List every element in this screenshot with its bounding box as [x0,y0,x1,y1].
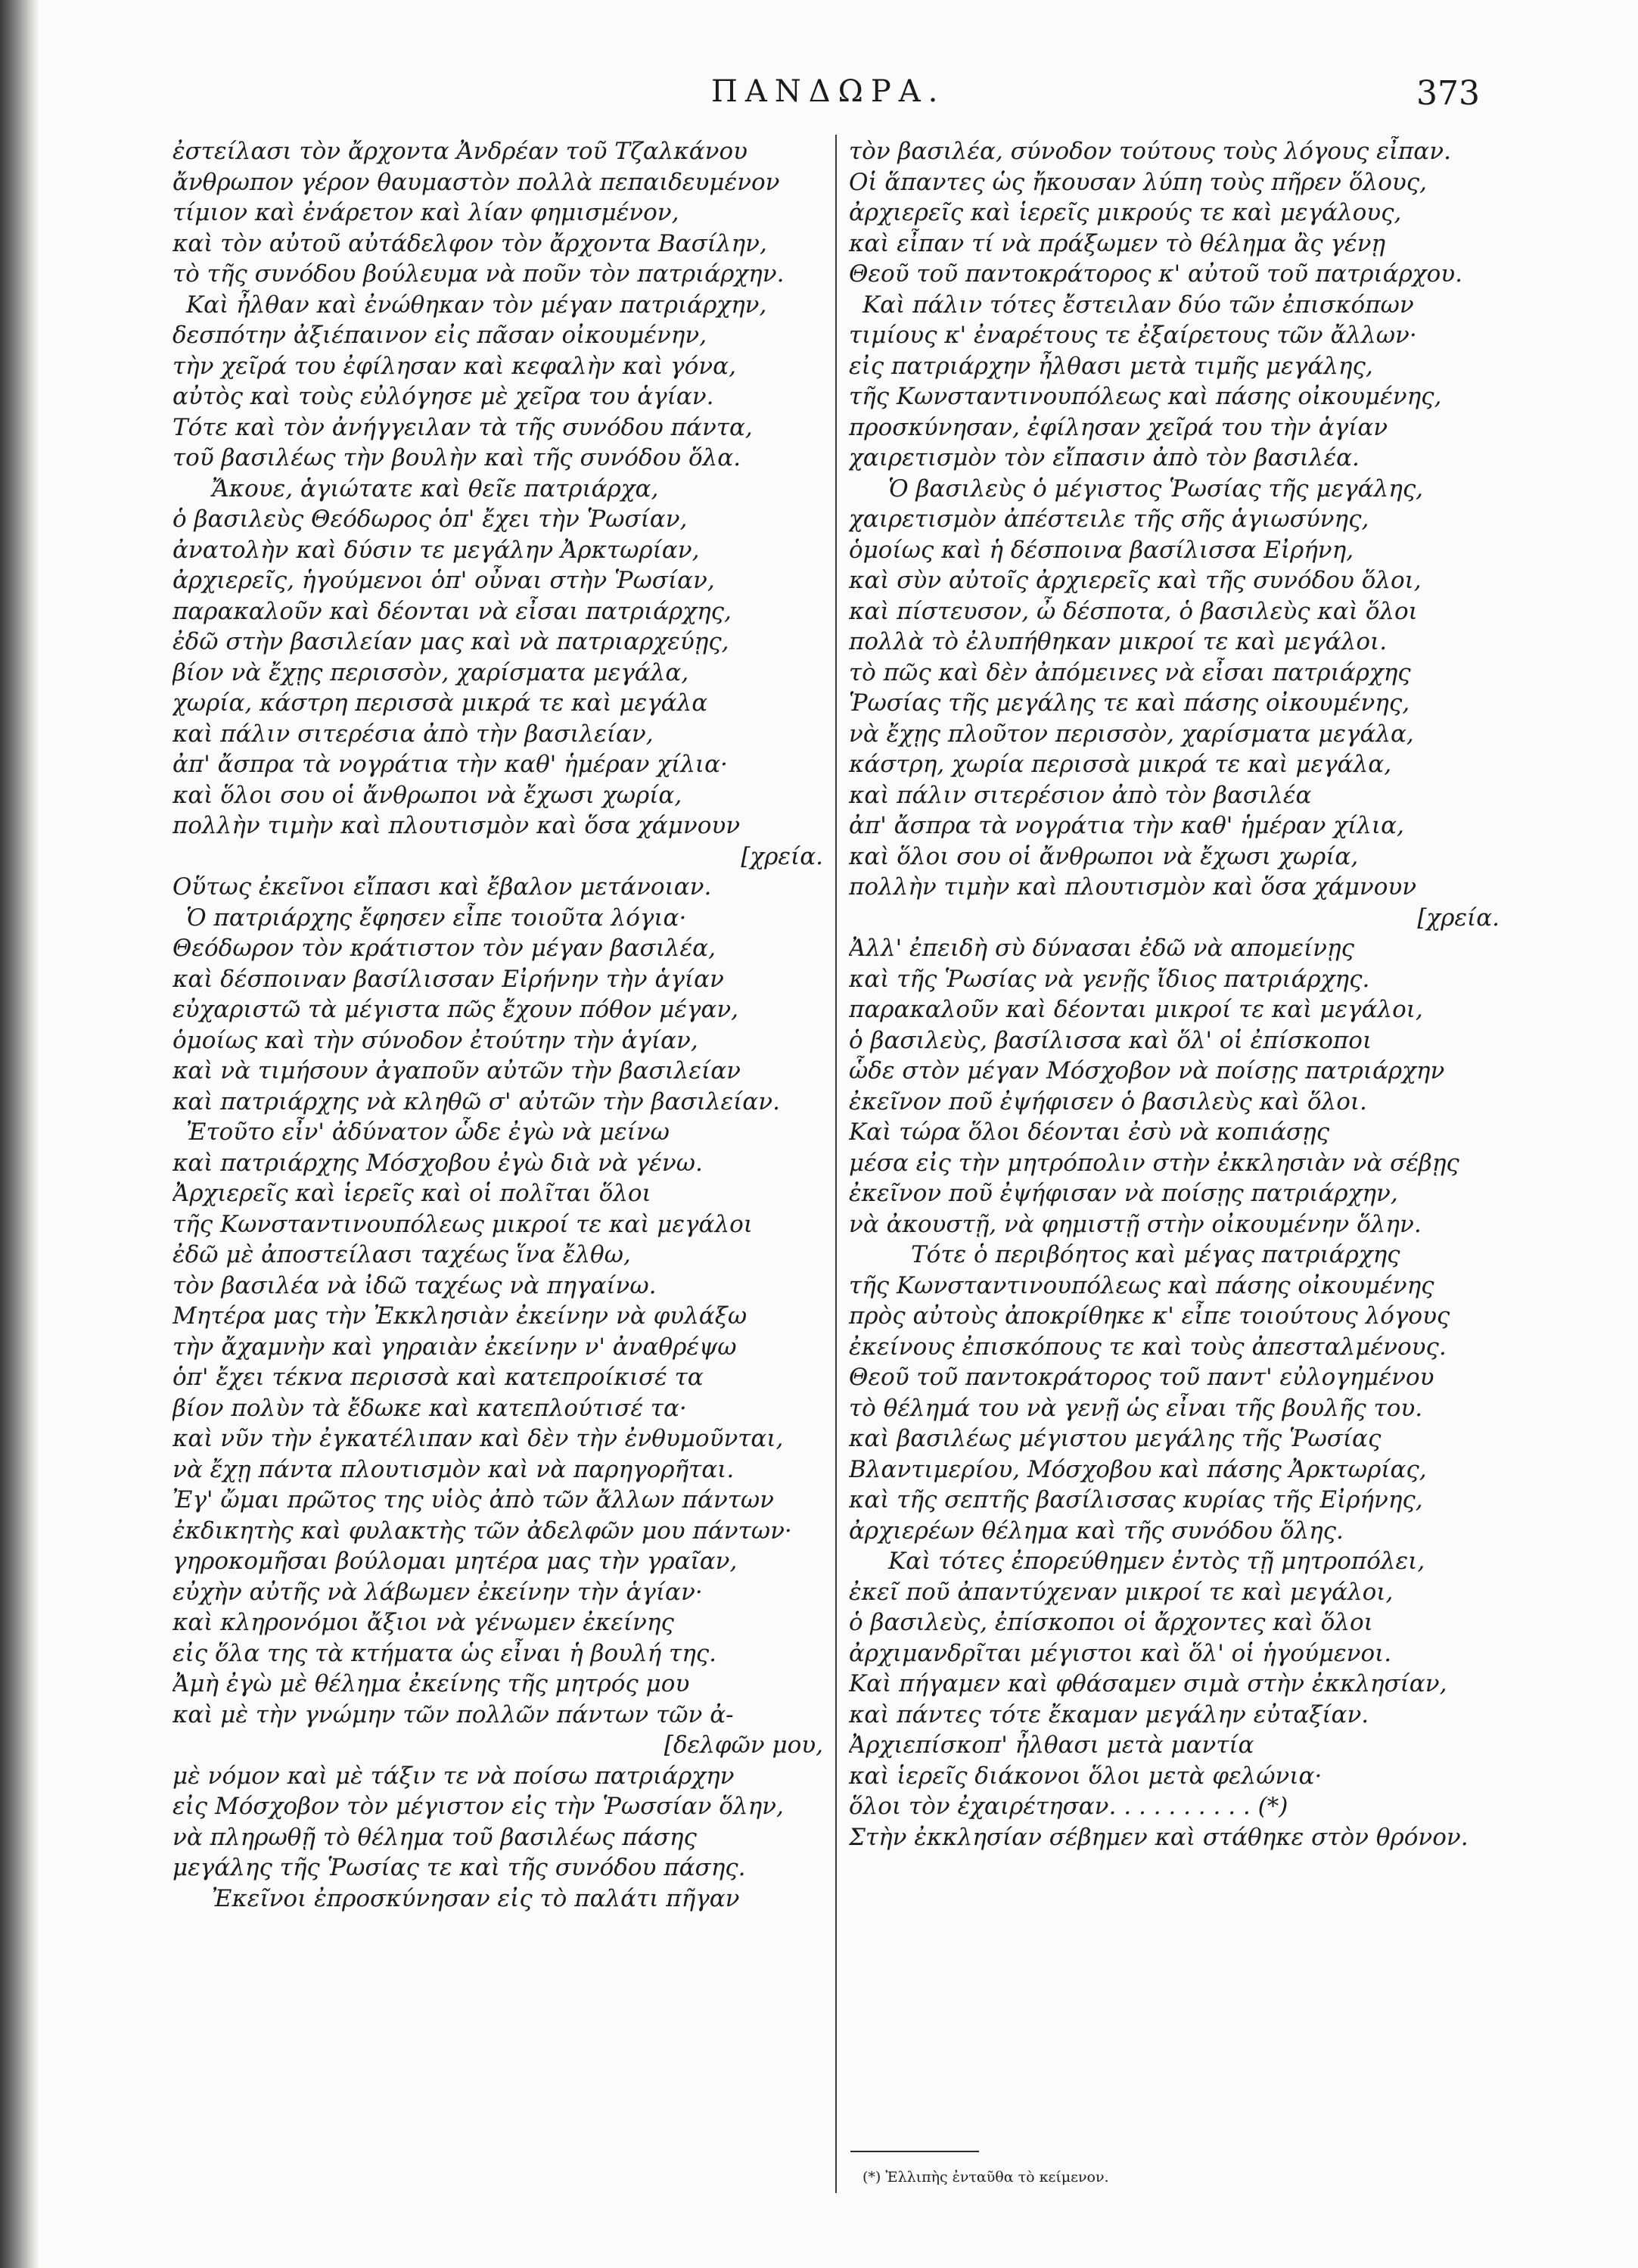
text-line: Ἐτοῦτο εἶν' ἀδύνατον ὧδε ἐγὼ νὰ μείνω [186,1118,670,1146]
text-line: ὅλοι τὸν ἐχαιρέτησαν. . . . . . . . . . (*) [849,1793,1288,1820]
text-line: ὁπ' ἔχει τέκνα περισσὰ καὶ κατεπροίκισέ τα [173,1364,704,1391]
text-line: ὧδε στὸν μέγαν Μόσχοβον νὰ ποίσῃς πατριάρχην [849,1057,1445,1084]
text-line: εἰς Μόσχοβον τὸν μέγιστον εἰς τὴν Ῥωσσίαν ὅλην, [173,1793,784,1820]
text-line: μεγάλης τῆς Ῥωσίας τε καὶ τῆς συνόδου πάσης. [173,1854,746,1881]
text-line: τοῦ βασιλέως τὴν βουλὴν καὶ τῆς συνόδου ὅλα. [173,444,741,471]
text-line: καὶ νῦν τὴν ἐγκατέλιπαν καὶ δὲν τὴν ἐνθυμοῦνται, [173,1425,784,1452]
text-line: μέσα εἰς τὴν μητρόπολιν στὴν ἐκκλησιὰν νὰ σέβῃς [849,1149,1459,1177]
text-line: ἀρχιερεῖς καὶ ἱερεῖς μικρούς τε καὶ μεγάλους, [849,199,1402,226]
text-line: τὴν χεῖρά του ἐφίλησαν καὶ κεφαλὴν καὶ γόνα, [173,352,736,380]
footnote: (*) Ἐλλιπὴς ἐνταῦθα τὸ κείμενον. [863,2169,1109,2186]
text-line: ἐδῶ μὲ ἀποστείλασι ταχέως ἵνα ἔλθω, [173,1241,631,1268]
text-line: Τότε ὁ περιβόητος καὶ μέγας πατριάρχης [911,1241,1400,1268]
text-line: ἀπ' ἄσπρα τὰ νογράτια τὴν καθ' ἡμέραν χίλια, [849,812,1404,839]
footnote-rule [850,2151,979,2152]
text-line: Καὶ τότες ἐπορεύθημεν ἐντὸς τῇ μητροπόλει, [888,1548,1425,1575]
text-line: πολλὰ τὸ ἐλυπήθηκαν μικροί τε καὶ μεγάλοι. [849,628,1388,655]
text-line: εὐχὴν αὐτῆς νὰ λάβωμεν ἐκείνην τὴν ἁγίαν· [173,1578,703,1606]
text-line: Καὶ τώρα ὅλοι δέονται ἐσὺ νὰ κοπιάσῃς [849,1118,1330,1146]
text-line: [χρεία. [1417,904,1500,932]
text-line: καὶ πάλιν σιτερέσιον ἀπὸ τὸν βασιλέα [849,781,1312,809]
text-line: Ἀμὴ ἐγὼ μὲ θέλημα ἐκείνης τῆς μητρός μου [173,1670,690,1697]
text-line: [δελφῶν μου, [664,1731,823,1759]
text-line: εὐχαριστῶ τὰ μέγιστα πῶς ἔχουν πόθον μέγαν, [173,996,739,1023]
text-line: Τότε καὶ τὸν ἀνήγγειλαν τὰ τῆς συνόδου πάντα, [173,413,753,441]
text-line: τὸν βασιλέα νὰ ἰδῶ ταχέως νὰ πηγαίνω. [173,1271,657,1299]
text-line: ἀρχιμανδρῖται μέγιστοι καὶ ὅλ' οἱ ἡγούμενοι. [849,1639,1392,1667]
text-line: Ἄκουε, ἁγιώτατε καὶ θεῖε πατριάρχα, [212,474,659,502]
text-line: μὲ νόμον καὶ μὲ τάξιν τε νὰ ποίσω πατριάρχην [173,1762,735,1790]
text-line: καὶ πάντες τότε ἔκαμαν μεγάλην εὐταξίαν. [849,1700,1369,1728]
text-line: νὰ ἔχῃ πάντα πλουτισμὸν καὶ νὰ παρηγορῆται. [173,1455,735,1483]
text-line: καὶ τὸν αὐτοῦ αὐτάδελφον τὸν ἄρχοντα Βασίλην, [173,229,767,257]
text-line: καὶ κληρονόμοι ἄξιοι νὰ γένωμεν ἐκείνης [173,1609,674,1636]
text-line: Ὁ πατριάρχης ἔφησεν εἶπε τοιοῦτα λόγια· [186,904,687,932]
text-line: τὸ τῆς συνόδου βούλευμα νὰ ποῦν τὸν πατριάρχην. [173,260,785,288]
text-line: αὐτὸς καὶ τοὺς εὐλόγησε μὲ χεῖρα του ἁγίαν. [173,383,714,410]
text-line: καὶ μὲ τὴν γνώμην τῶν πολλῶν πάντων τῶν ἀ- [173,1700,734,1728]
text-line: Ἀρχιερεῖς καὶ ἱερεῖς καὶ οἱ πολῖται ὅλοι [173,1180,651,1207]
text-line: πολλὴν τιμὴν καὶ πλουτισμὸν καὶ ὅσα χάμνουν [849,873,1417,901]
text-line: ἐκεῖνον ποῦ ἐψήφισαν νὰ ποίσῃς πατριάρχην, [849,1180,1398,1207]
running-title: ΠΑΝΔΩΡΑ. [711,74,946,109]
binding-shadow [0,0,39,2268]
text-line: καὶ πατριάρχης νὰ κληθῶ σ' αὐτῶν τὴν βασιλείαν. [173,1087,780,1115]
text-line: εἰς ὅλα της τὰ κτήματα ὡς εἶναι ἡ βουλή της. [173,1639,716,1667]
text-line: Ἀρχιεπίσκοπ' ἦλθασι μετὰ μαντία [849,1731,1254,1759]
text-line: ὁ βασιλεὺς Θεόδωρος ὁπ' ἔχει τὴν Ῥωσίαν, [173,506,688,533]
text-line: ὁ βασιλεὺς, βασίλισσα καὶ ὅλ' οἱ ἐπίσκοποι [849,1026,1372,1054]
text-line: παρακαλοῦν καὶ δέονται νὰ εἶσαι πατριάρχης, [173,597,732,625]
text-line: καὶ νὰ τιμήσουν ἀγαποῦν αὐτῶν τὴν βασιλείαν [173,1057,741,1084]
text-line: ὁμοίως καὶ ἡ δέσποινα βασίλισσα Εἰρήνη, [849,536,1354,564]
text-line: τὸν βασιλέα, σύνοδον τούτους τοὺς λόγους εἶπαν. [849,138,1451,165]
text-line: καὶ ἱερεῖς διάκονοι ὅλοι μετὰ φελώνια· [849,1762,1323,1790]
text-line: ἄνθρωπον γέρον θαυμαστὸν πολλὰ πεπαιδευμένον [173,168,780,196]
page-number: 373 [1416,74,1480,113]
text-line: τῆς Κωνσταντινουπόλεως καὶ πάσης οἰκουμένης, [849,383,1442,410]
text-line: πρὸς αὐτοὺς ἀποκρίθηκε κ' εἶπε τοιούτους λόγους [849,1302,1450,1330]
text-line: Ὁ βασιλεὺς ὁ μέγιστος Ῥωσίας τῆς μεγάλης, [888,474,1424,502]
text-line: Καὶ πήγαμεν καὶ φθάσαμεν σιμὰ στὴν ἐκκλησίαν, [849,1670,1447,1697]
text-line: Μητέρα μας τὴν Ἐκκλησιὰν ἐκείνην νὰ φυλάξω [173,1302,748,1330]
text-line: Ἐγ' ὤμαι πρῶτος της υἱὸς ἀπὸ τῶν ἄλλων πάντων [173,1486,775,1514]
text-line: ὁ βασιλεὺς, ἐπίσκοποι οἱ ἄρχοντες καὶ ὅλοι [849,1609,1373,1636]
text-line: προσκύνησαν, ἐφίλησαν χεῖρά του τὴν ἁγίαν [849,413,1388,441]
text-line: νὰ πληρωθῇ τὸ θέλημα τοῦ βασιλέως πάσης [173,1823,697,1851]
text-line: χαιρετισμὸν ἀπέστειλε τῆς σῆς ἁγιωσύνης, [849,506,1369,533]
text-line: καὶ σὺν αὐτοῖς ἀρχιερεῖς καὶ τῆς συνόδου ὅλοι, [849,567,1422,594]
column-divider [835,135,837,2193]
text-line: πολλὴν τιμὴν καὶ πλουτισμὸν καὶ ὅσα χάμνουν [173,812,741,839]
text-line: Θεοῦ τοῦ παντοκράτορος τοῦ παντ' εὐλογημένου [849,1364,1434,1391]
text-line: καὶ τῆς Ῥωσίας νὰ γενῇς ἴδιος πατριάρχης. [849,965,1370,993]
text-line: τῆς Κωνσταντινουπόλεως καὶ πάσης οἰκουμένης [849,1271,1434,1299]
text-line: Θεοῦ τοῦ παντοκράτορος κ' αὐτοῦ τοῦ πατριάρχου. [849,260,1462,288]
text-line: Ἐκεῖνοι ἐπροσκύνησαν εἰς τὸ παλάτι πῆγαν [212,1884,740,1912]
text-line: ἀρχιερέων θέλημα καὶ τῆς συνόδου ὅλης. [849,1517,1344,1545]
text-line: καὶ πίστευσον, ὦ δέσποτα, ὁ βασιλεὺς καὶ ὅλοι [849,597,1418,625]
text-line: Καὶ πάλιν τότες ἔστειλαν δύο τῶν ἐπισκόπων [863,291,1414,319]
text-line: καὶ ὅλοι σου οἱ ἄνθρωποι νὰ ἔχωσι χωρία, [173,781,682,809]
text-line: καὶ ὅλοι σου οἱ ἄνθρωποι νὰ ἔχωσι χωρία, [849,842,1359,870]
text-line: τὴν ἄχαμνὴν καὶ γηραιὰν ἐκείνην ν' ἀναθρέψω [173,1333,737,1361]
text-line: ἀπ' ἄσπρα τὰ νογράτια τὴν καθ' ἡμέραν χίλια· [173,751,728,778]
text-line: καὶ βασιλέως μέγιστου μεγάλης τῆς Ῥωσίας [849,1425,1382,1452]
text-line: Στὴν ἐκκλησίαν σέβημεν καὶ στάθηκε στὸν θρόνον. [849,1823,1469,1851]
text-line: καὶ πάλιν σιτερέσια ἀπὸ τὴν βασιλείαν, [173,720,654,748]
text-line: τῆς Κωνσταντινουπόλεως μικροί τε καὶ μεγάλοι [173,1210,753,1238]
text-line: βίον πολὺν τὰ ἔδωκε καὶ κατεπλούτισέ τα· [173,1394,687,1422]
text-line: τὸ πῶς καὶ δὲν ἀπόμεινες νὰ εἶσαι πατριάρχης [849,658,1411,686]
text-line: ἐκδικητὴς καὶ φυλακτὴς τῶν ἀδελφῶν μου πάντων· [173,1517,792,1545]
text-line: εἰς πατριάρχην ἦλθασι μετὰ τιμῆς μεγάλης, [849,352,1373,380]
text-line: ἐκεῖ ποῦ ἀπαντύχεναν μικροί τε καὶ μεγάλοι, [849,1578,1394,1606]
text-line: νὰ ἔχῃς πλοῦτον περισσὸν, χαρίσματα μεγάλα, [849,720,1414,748]
text-line: Οἱ ἅπαντες ὡς ἤκουσαν λύπη τοὺς πῆρεν ὅλους, [849,168,1427,196]
text-line: παρακαλοῦν καὶ δέονται μικροί τε καὶ μεγάλοι, [849,996,1423,1023]
text-line: Καὶ ἦλθαν καὶ ἐνώθηκαν τὸν μέγαν πατριάρχην, [186,291,767,319]
text-line: καὶ εἶπαν τί νὰ πράξωμεν τὸ θέλημα ἂς γένῃ [849,229,1386,257]
text-line: τίμιον καὶ ἐνάρετον καὶ λίαν φημισμένον, [173,199,679,226]
text-line: Θεόδωρον τὸν κράτιστον τὸν μέγαν βασιλέα, [173,935,716,962]
text-line: χωρία, κάστρη περισσὰ μικρά τε καὶ μεγάλα [173,689,708,717]
text-line: βίον νὰ ἔχῃς περισσὸν, χαρίσματα μεγάλα, [173,658,689,686]
text-line: Οὕτως ἐκεῖνοι εἴπασι καὶ ἔβαλον μετάνοιαν. [173,873,712,901]
text-line: καὶ δέσποιναν βασίλισσαν Εἰρήνην τὴν ἁγίαν [173,965,724,993]
text-line: ὁμοίως καὶ τὴν σύνοδον ἐτούτην τὴν ἁγίαν, [173,1026,698,1054]
text-line: δεσπότην ἀξιέπαινον εἰς πᾶσαν οἰκουμένην, [173,322,707,349]
text-line: χαιρετισμὸν τὸν εἴπασιν ἀπὸ τὸν βασιλέα. [849,444,1360,471]
text-line: κάστρη, χωρία περισσὰ μικρά τε καὶ μεγάλα, [849,751,1392,778]
text-line: ἐκείνους ἐπισκόπους τε καὶ τοὺς ἀπεσταλμένους. [849,1333,1447,1361]
text-line: ἐδῶ στὴν βασιλείαν μας καὶ νὰ πατριαρχεύῃς, [173,628,729,655]
text-line: ἐστείλασι τὸν ἄρχοντα Ἀνδρέαν τοῦ Τζαλκάνου [173,138,748,165]
text-line: τὸ θέλημά του νὰ γενῇ ὡς εἶναι τῆς βουλῆς του. [849,1394,1423,1422]
right-column [849,136,1504,1853]
text-line: Ἀλλ' ἐπειδὴ σὺ δύνασαι ἐδῶ νὰ απομείνῃς [849,935,1354,962]
text-line: καὶ πατριάρχης Μόσχοβου ἐγὼ διὰ νὰ γένω. [173,1149,703,1177]
text-line: γηροκομῆσαι βούλομαι μητέρα μας τὴν γραῖαν, [173,1548,738,1575]
text-line: [χρεία. [741,842,823,870]
text-line: ἐκεῖνον ποῦ ἐψήφισεν ὁ βασιλεὺς καὶ ὅλοι. [849,1087,1367,1115]
text-line: Βλαντιμερίου, Μόσχοβου καὶ πάσης Ἀρκτωρίας, [849,1455,1427,1483]
text-line: Ῥωσίας τῆς μεγάλης τε καὶ πάσης οἰκουμένης, [849,689,1410,717]
text-line: τιμίους κ' ἐναρέτους τε ἐξαίρετους τῶν ἄλλων· [849,322,1417,349]
text-line: ἀνατολὴν καὶ δύσιν τε μεγάλην Ἀρκτωρίαν, [173,536,700,564]
left-column [173,136,828,1914]
text-line: νὰ ἀκουστῇ, νὰ φημιστῇ στὴν οἰκουμένην ὅλην. [849,1210,1422,1238]
text-line: καὶ τῆς σεπτῆς βασίλισσας κυρίας τῆς Εἰρήνης, [849,1486,1423,1514]
text-line: ἀρχιερεῖς, ἡγούμενοι ὁπ' οὖναι στὴν Ῥωσίαν, [173,567,715,594]
